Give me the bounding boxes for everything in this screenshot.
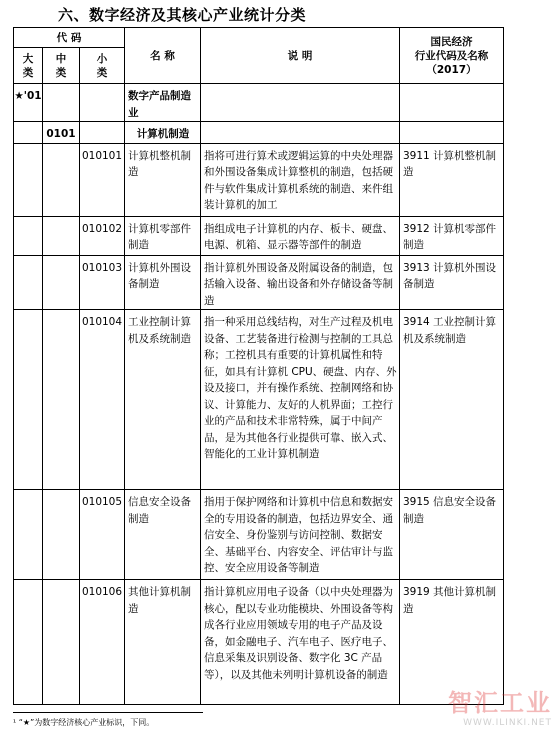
row-name: 计算机外围设备制造 xyxy=(125,255,201,310)
header-minor: 小 类 xyxy=(80,48,125,84)
row-major-code xyxy=(14,580,43,705)
row-major-code xyxy=(14,255,43,310)
row-minor-code xyxy=(80,84,125,122)
row-reference: 3915 信息安全设备制造 xyxy=(400,490,504,580)
watermark-logo: 智汇工业 xyxy=(448,689,552,717)
row-name: 计算机零部件制造 xyxy=(125,216,201,255)
row-reference: 3913 计算机外围设备制造 xyxy=(400,255,504,310)
row-major-code xyxy=(14,310,43,490)
row-major-code: ★'01 xyxy=(14,84,43,122)
row-middle-code: 0101 xyxy=(43,122,80,144)
row-description: 指组成电子计算机的内存、板卡、硬盘、电源、机箱、显示器等部件的制造 xyxy=(201,216,400,255)
footnote: ¹ “★”为数字经济核心产业标识，下同。 xyxy=(13,718,155,727)
row-reference xyxy=(400,84,504,122)
table-row xyxy=(14,490,504,580)
row-reference xyxy=(400,122,504,144)
header-name: 名 称 xyxy=(125,28,201,84)
row-middle-code xyxy=(43,490,80,580)
row-middle-code xyxy=(43,84,80,122)
row-reference: 3914 工业控制计算机及系统制造 xyxy=(400,310,504,490)
table-row xyxy=(14,143,504,216)
row-description: 指计算机外围设备及附属设备的制造，包括输入设备、输出设备和外存储设备等制造 xyxy=(201,255,400,310)
header-code-group: 代 码 xyxy=(14,28,125,48)
table-row xyxy=(14,310,504,490)
row-major-code xyxy=(14,216,43,255)
table-row xyxy=(14,216,504,255)
row-name: 计算机制造 xyxy=(125,122,201,144)
row-name: 数字产品制造业 xyxy=(125,84,201,122)
row-middle-code xyxy=(43,255,80,310)
row-major-code xyxy=(14,490,43,580)
row-major-code xyxy=(14,143,43,216)
row-name: 信息安全设备制造 xyxy=(125,490,201,580)
row-minor-code: 010101 xyxy=(80,143,125,216)
row-name: 其他计算机制造 xyxy=(125,580,201,705)
row-minor-code: 010104 xyxy=(80,310,125,490)
row-description: 指计算机应用电子设备（以中央处理器为核心，配以专业功能模块、外围设备等构成各行业应用领域专用的电子产品及设备，如金融电子、汽车电子、医疗电子、信息采集及识别设备、数字化 3C 产品等），以及其他未列明计算机设备的制造 xyxy=(201,580,400,705)
table-row xyxy=(14,122,504,144)
row-description xyxy=(201,84,400,122)
row-minor-code: 010102 xyxy=(80,216,125,255)
row-description: 指一种采用总线结构，对生产过程及机电设备、工艺装备进行检测与控制的工具总称；工控机具有重要的计算机属性和特征，如具有计算机 CPU、硬盘、内存、外设及接口，并有操作系统、控制网络和协议、计算能力、友好的人机界面；工控行业的产品和技术非常特殊，属于中间产品，是为其他各行业提供可靠、嵌入式、智能化的工业计算机制造 xyxy=(201,310,400,490)
row-minor-code: 010106 xyxy=(80,580,125,705)
table-row xyxy=(14,84,504,122)
row-minor-code: 010103 xyxy=(80,255,125,310)
row-name: 计算机整机制造 xyxy=(125,143,201,216)
row-description: 指用于保护网络和计算机中信息和数据安全的专用设备的制造，包括边界安全、通信安全、身份鉴别与访问控制、数据安全、基础平台、内容安全、评估审计与监控、安全应用设备等制造 xyxy=(201,490,400,580)
header-middle: 中 类 xyxy=(43,48,80,84)
row-reference: 3912 计算机零部件制造 xyxy=(400,216,504,255)
header-description: 说 明 xyxy=(201,28,400,84)
row-middle-code xyxy=(43,143,80,216)
row-minor-code xyxy=(80,122,125,144)
classification-table xyxy=(13,27,504,705)
watermark-url: WWW.ILINKI.NET xyxy=(463,718,552,728)
row-description: 指将可进行算术或逻辑运算的中央处理器和外围设备集成计算整机的制造，包括硬件与软件集成计算机系统的制造、来件组装计算机的加工 xyxy=(201,143,400,216)
table-row xyxy=(14,580,504,705)
row-major-code xyxy=(14,122,43,144)
footnote-separator xyxy=(13,712,203,713)
row-name: 工业控制计算机及系统制造 xyxy=(125,310,201,490)
row-description xyxy=(201,122,400,144)
header-major: 大 类 xyxy=(14,48,43,84)
table-row xyxy=(14,255,504,310)
row-minor-code: 010105 xyxy=(80,490,125,580)
row-reference: 3919 其他计算机制造 xyxy=(400,580,504,705)
row-reference: 3911 计算机整机制造 xyxy=(400,143,504,216)
row-middle-code xyxy=(43,580,80,705)
section-title: 六、数字经济及其核心产业统计分类 xyxy=(58,6,307,24)
row-middle-code xyxy=(43,216,80,255)
watermark xyxy=(448,683,552,728)
row-middle-code xyxy=(43,310,80,490)
header-reference: 国民经济 行业代码及名称 （2017） xyxy=(400,28,504,84)
